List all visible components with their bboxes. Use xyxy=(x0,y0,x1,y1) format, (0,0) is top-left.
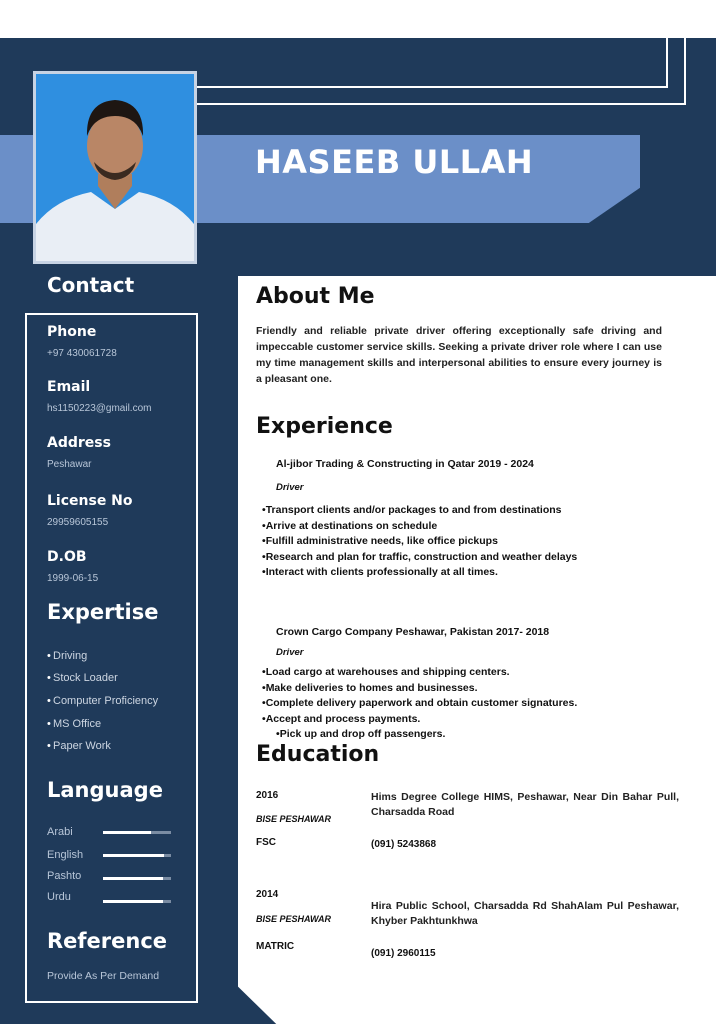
language-name: Urdu xyxy=(47,891,71,903)
duty-item: • Interact with clients professionally at all times. xyxy=(262,565,577,581)
job-duties xyxy=(262,503,577,581)
job-title: Al-jibor Trading & Constructing in Qatar 2019 - 2024 xyxy=(276,458,534,470)
job-role: Driver xyxy=(276,647,304,658)
duty-item: • Pick up and drop off passengers. xyxy=(262,727,577,743)
duty-item: • Make deliveries to homes and businesses. xyxy=(262,681,577,697)
duty-item: • Complete delivery paperwork and obtain customer signatures. xyxy=(262,696,577,712)
license-value: 29959605155 xyxy=(47,517,109,528)
edu-level: FSC xyxy=(256,837,276,848)
phone-label: Phone xyxy=(47,324,97,340)
duty-item: • Load cargo at warehouses and shipping centers. xyxy=(262,665,577,681)
language-level-bar xyxy=(103,877,171,880)
language-level-bar xyxy=(103,854,171,857)
duty-item: • Accept and process payments. xyxy=(262,712,577,728)
expertise-item: • Computer Proficiency xyxy=(53,695,158,707)
language-heading: Language xyxy=(47,778,163,802)
duty-item: • Transport clients and/or packages to and from destinations xyxy=(262,503,577,519)
language-level-bar xyxy=(103,831,171,834)
phone-value: +97 430061728 xyxy=(47,348,117,359)
expertise-heading: Expertise xyxy=(47,600,159,624)
candidate-name: HASEEB ULLAH xyxy=(255,143,534,181)
language-level-bar xyxy=(103,900,171,903)
decor-line xyxy=(684,38,686,105)
license-label: License No xyxy=(47,493,133,509)
address-label: Address xyxy=(47,435,111,451)
expertise-item: • Driving xyxy=(53,650,87,662)
job-role: Driver xyxy=(276,482,304,493)
job-duties xyxy=(262,665,577,743)
dob-label: D.OB xyxy=(47,549,87,565)
expertise-item: • Paper Work xyxy=(53,740,111,752)
decor-line xyxy=(190,103,686,105)
edu-board: BISE PESHAWAR xyxy=(256,814,332,824)
email-label: Email xyxy=(47,379,91,395)
about-text: Friendly and reliable private driver offering exceptionally safe driving and impeccable customer service skills. Seeking a private driver role where I can use my time management skills and interpersonal abilities to ensure every journey is a pleasant one. xyxy=(256,325,662,385)
edu-school: Hira Public School, Charsadda Rd ShahAlam Pul Peshawar, Khyber Pakhtunkhwa xyxy=(371,900,679,927)
edu-year: 2014 xyxy=(256,889,279,900)
address-value: Peshawar xyxy=(47,459,92,470)
decor-line xyxy=(666,38,668,88)
edu-level: MATRIC xyxy=(256,941,295,952)
edu-phone: (091) 5243868 xyxy=(371,839,437,850)
education-heading: Education xyxy=(256,742,380,767)
profile-photo xyxy=(33,71,197,264)
language-name: Arabi xyxy=(47,826,73,838)
dob-value: 1999-06-15 xyxy=(47,573,99,584)
duty-item: • Research and plan for traffic, construction and weather delays xyxy=(262,550,577,566)
language-name: Pashto xyxy=(47,870,82,882)
expertise-item: • Stock Loader xyxy=(53,672,118,684)
language-name: English xyxy=(47,849,84,861)
email-value: hs1150223@gmail.com xyxy=(47,403,152,414)
edu-school: Hims Degree College HIMS, Peshawar, Near Din Bahar Pull, Charsadda Road xyxy=(371,791,679,818)
duty-item: • Fulfill administrative needs, like office pickups xyxy=(262,534,577,550)
job-title: Crown Cargo Company Peshawar, Pakistan 2017- 2018 xyxy=(276,626,550,638)
duty-item: • Arrive at destinations on schedule xyxy=(262,519,577,535)
expertise-item: • MS Office xyxy=(53,718,101,730)
experience-heading: Experience xyxy=(256,414,393,439)
edu-phone: (091) 2960115 xyxy=(371,948,436,959)
reference-text: Provide As Per Demand xyxy=(47,970,160,982)
contact-heading: Contact xyxy=(47,273,135,297)
reference-heading: Reference xyxy=(47,929,168,953)
about-heading: About Me xyxy=(256,284,375,309)
edu-year: 2016 xyxy=(256,790,279,801)
decor-line xyxy=(190,86,668,88)
edu-board: BISE PESHAWAR xyxy=(256,914,332,924)
